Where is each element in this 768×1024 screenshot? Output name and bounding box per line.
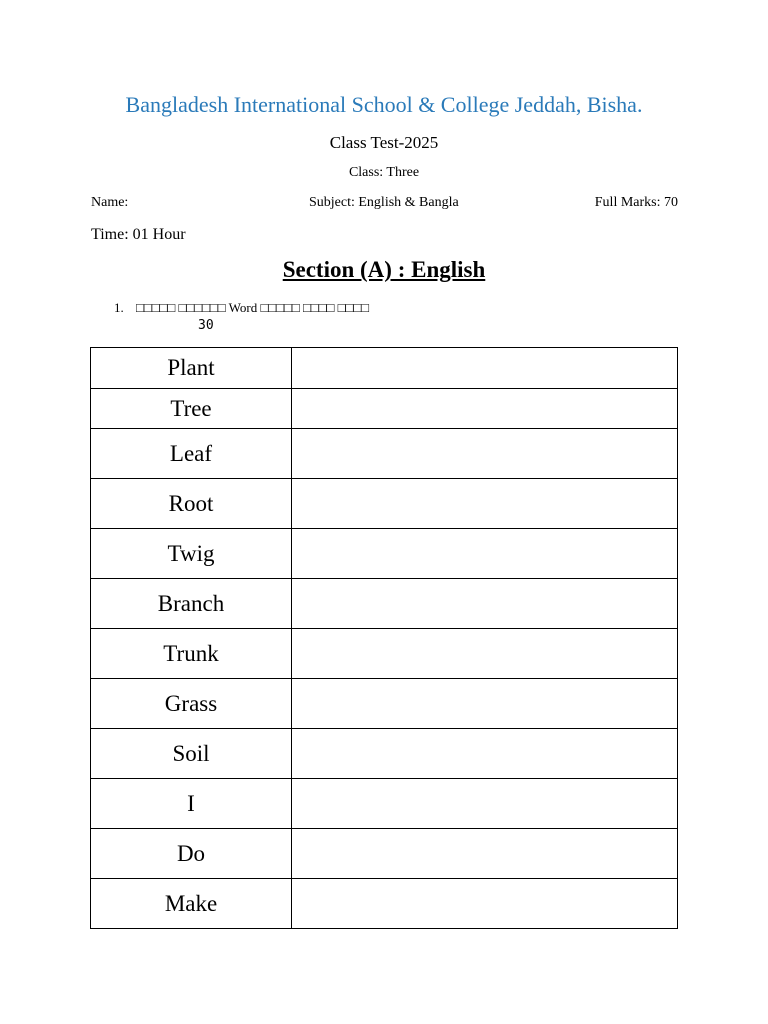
table-row [91, 679, 678, 729]
table-row [91, 479, 678, 529]
answer-cell[interactable] [292, 879, 678, 929]
school-name: Bangladesh International School & College Jeddah, Bisha. [125, 92, 643, 117]
word-cell: Trunk [91, 629, 292, 679]
word-cell: Leaf [91, 429, 292, 479]
answer-cell[interactable] [292, 479, 678, 529]
answer-cell[interactable] [292, 829, 678, 879]
full-marks-label: Full Marks: 70 [594, 195, 678, 210]
question-marks: 30 [198, 318, 214, 333]
word-cell: Plant [91, 348, 292, 389]
answer-cell[interactable] [292, 429, 678, 479]
question-number: 1. [114, 300, 124, 315]
table-row [91, 829, 678, 879]
answer-cell[interactable] [292, 679, 678, 729]
answer-cell[interactable] [292, 779, 678, 829]
answer-cell[interactable] [292, 629, 678, 679]
word-cell: Twig [91, 529, 292, 579]
table-row [91, 629, 678, 679]
answer-cell[interactable] [292, 389, 678, 429]
test-title: Class Test-2025 [329, 133, 439, 152]
answer-cell[interactable] [292, 729, 678, 779]
name-label: Name: [91, 195, 129, 210]
answer-cell[interactable] [292, 348, 678, 389]
table-row [91, 729, 678, 779]
word-cell: Make [91, 879, 292, 929]
word-cell: Tree [91, 389, 292, 429]
table-row [91, 348, 678, 389]
answer-cell[interactable] [292, 529, 678, 579]
section-title: Section (A) : English [282, 257, 486, 282]
time-label: Time: 01 Hour [91, 226, 186, 243]
question-text: □□□□□ □□□□□□ Word □□□□□ □□□□ □□□□ [136, 300, 370, 315]
table-row [91, 779, 678, 829]
table-row [91, 529, 678, 579]
info-row [91, 195, 678, 215]
table-row [91, 579, 678, 629]
table-row [91, 389, 678, 429]
table-row [91, 879, 678, 929]
subject-label: Subject: English & Bangla [309, 195, 459, 210]
word-cell: Root [91, 479, 292, 529]
answer-cell[interactable] [292, 579, 678, 629]
word-cell: Do [91, 829, 292, 879]
class-label: Class: Three [348, 165, 420, 180]
word-cell: Grass [91, 679, 292, 729]
word-table [90, 347, 678, 929]
word-cell: Branch [91, 579, 292, 629]
word-cell: I [91, 779, 292, 829]
question-1 [114, 300, 370, 333]
word-cell: Soil [91, 729, 292, 779]
table-row [91, 429, 678, 479]
